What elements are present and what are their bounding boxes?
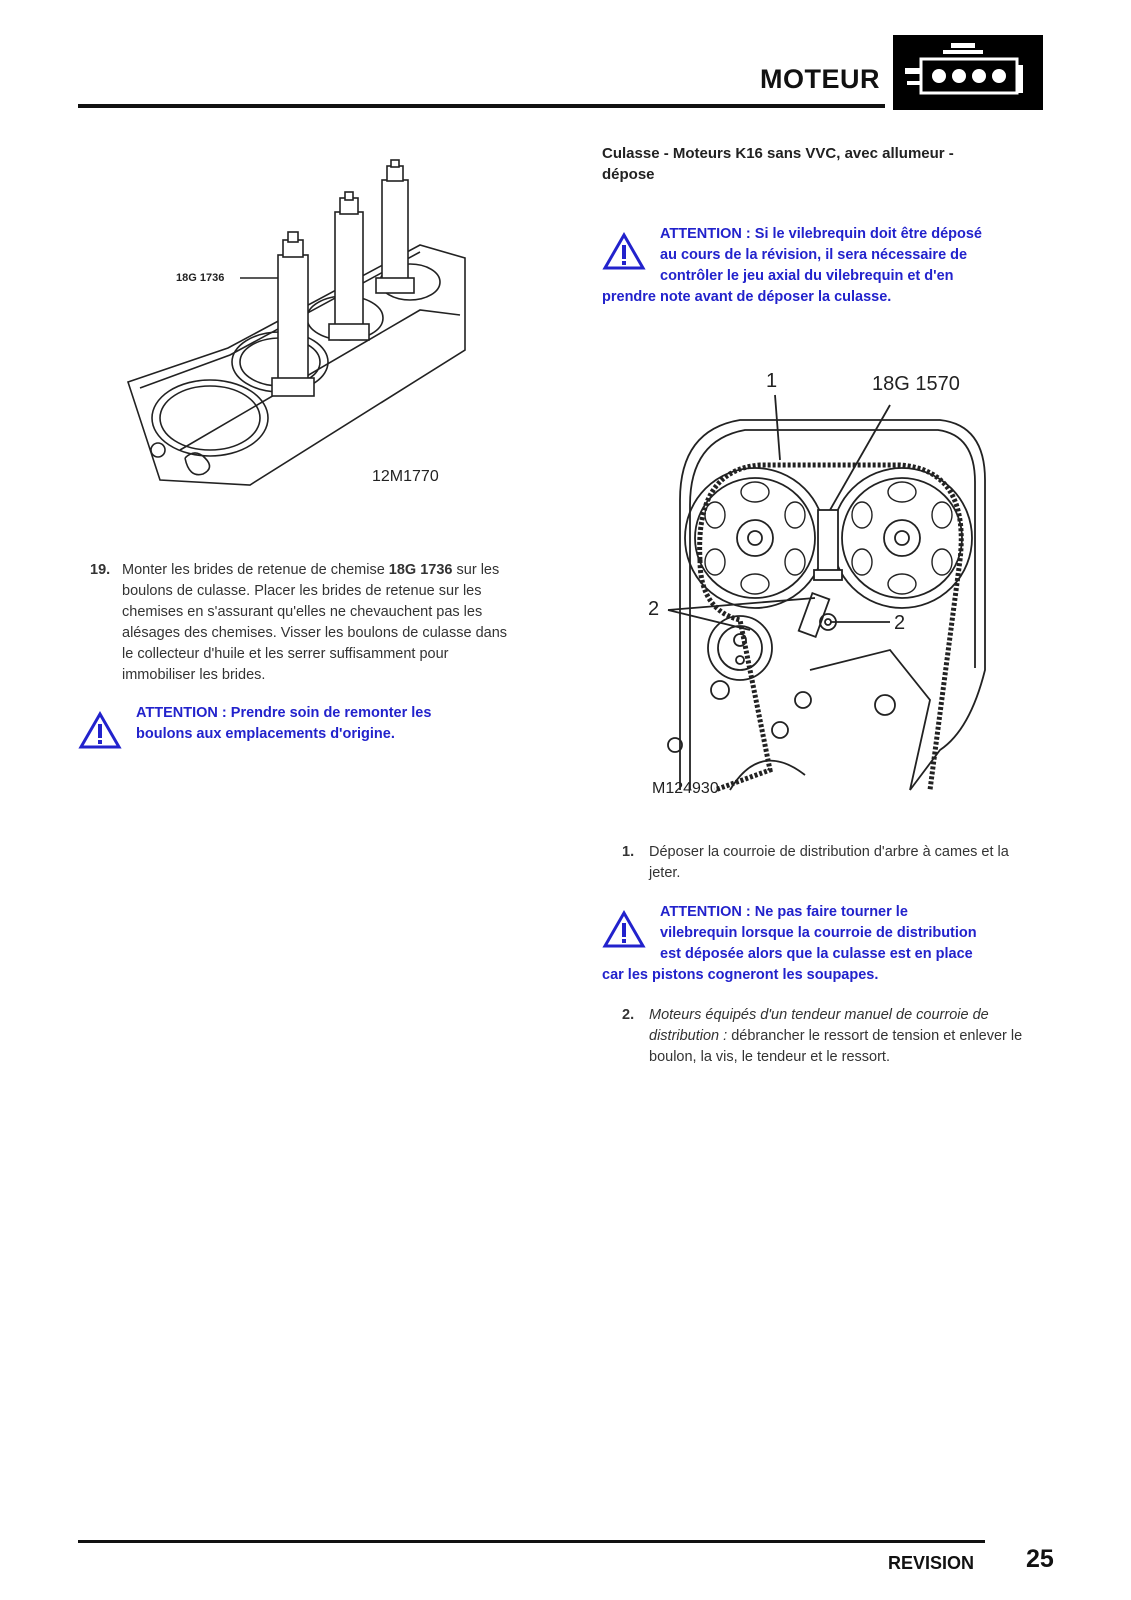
step-text: Monter les brides de retenue de chemise: [122, 562, 389, 578]
figure-code: 12M1770: [372, 468, 439, 485]
procedure-heading: [602, 143, 1042, 185]
step-text-continued: sur les boulons de culasse. Placer les brides de retenue sur les chemises en s'assurant qu'elles ne chevauchent pas les alésages des chemises. Visser les boulons de culasse dans le collecteur d'huile et les serrer suffisamment pour immobiliser les brides.: [122, 562, 508, 683]
footer-rule: [78, 1540, 985, 1543]
header-rule: [78, 104, 885, 108]
warning-icon: [602, 232, 646, 272]
warning-line-1: ATTENTION : Si le vilebrequin doit être déposé: [660, 226, 982, 242]
tool-label: 18G 1736: [176, 272, 225, 284]
step-number: 1.: [622, 844, 635, 860]
page-number: 25: [1026, 1545, 1054, 1573]
warning-line-3: est déposée alors que la culasse est en place: [660, 946, 973, 962]
tool-reference: 18G 1736: [388, 562, 453, 578]
timing-belt-figure: [640, 370, 1000, 810]
warning-block: [602, 902, 1052, 992]
footer-label: REVISION: [888, 1553, 975, 1573]
warning-block: [602, 224, 1052, 314]
step-19: [90, 560, 520, 690]
step-text: Déposer la courroie de distribution d'arbre à cames et la jeter.: [649, 844, 1009, 881]
warning-line-2: boulons aux emplacements d'origine.: [136, 726, 395, 742]
step-number: 2.: [622, 1007, 635, 1023]
warning-icon: [78, 711, 122, 751]
callout-2: 2: [648, 598, 660, 620]
warning-line-4: prendre note avant de déposer la culasse.: [602, 289, 892, 305]
cylinder-liner-clamp-figure: [120, 150, 480, 495]
warning-block: [78, 703, 518, 753]
step-2: [622, 1005, 1042, 1071]
step-text: débrancher le ressort de tension et enlever le boulon, la vis, le tendeur et le ressort.: [649, 1028, 1023, 1065]
engine-icon: [893, 35, 1043, 110]
warning-line-3: contrôler le jeu axial du vilebrequin et d'en: [660, 268, 954, 284]
step-number: 19.: [90, 562, 111, 578]
callout-2: 2: [894, 612, 906, 634]
warning-line-2: au cours de la révision, il sera nécessaire de: [660, 247, 968, 263]
section-title: MOTEUR: [760, 64, 880, 94]
step-1: [622, 842, 1042, 886]
warning-line-4: car les pistons cogneront les soupapes.: [602, 967, 879, 983]
warning-line-1: ATTENTION : Prendre soin de remonter les: [136, 705, 432, 721]
callout-1: 1: [766, 370, 778, 392]
step-text-italic: Moteurs équipés d'un tendeur manuel de courroie de distribution :: [649, 1007, 989, 1044]
warning-line-2: vilebrequin lorsque la courroie de distribution: [660, 925, 977, 941]
warning-line-1: ATTENTION : Ne pas faire tourner le: [660, 904, 908, 920]
heading-line-2: dépose: [602, 166, 655, 183]
tool-label: 18G 1570: [872, 373, 960, 395]
warning-icon: [602, 910, 646, 950]
heading-line-1: Culasse - Moteurs K16 sans VVC, avec allumeur -: [602, 145, 954, 162]
figure-code: M124930: [652, 780, 719, 797]
